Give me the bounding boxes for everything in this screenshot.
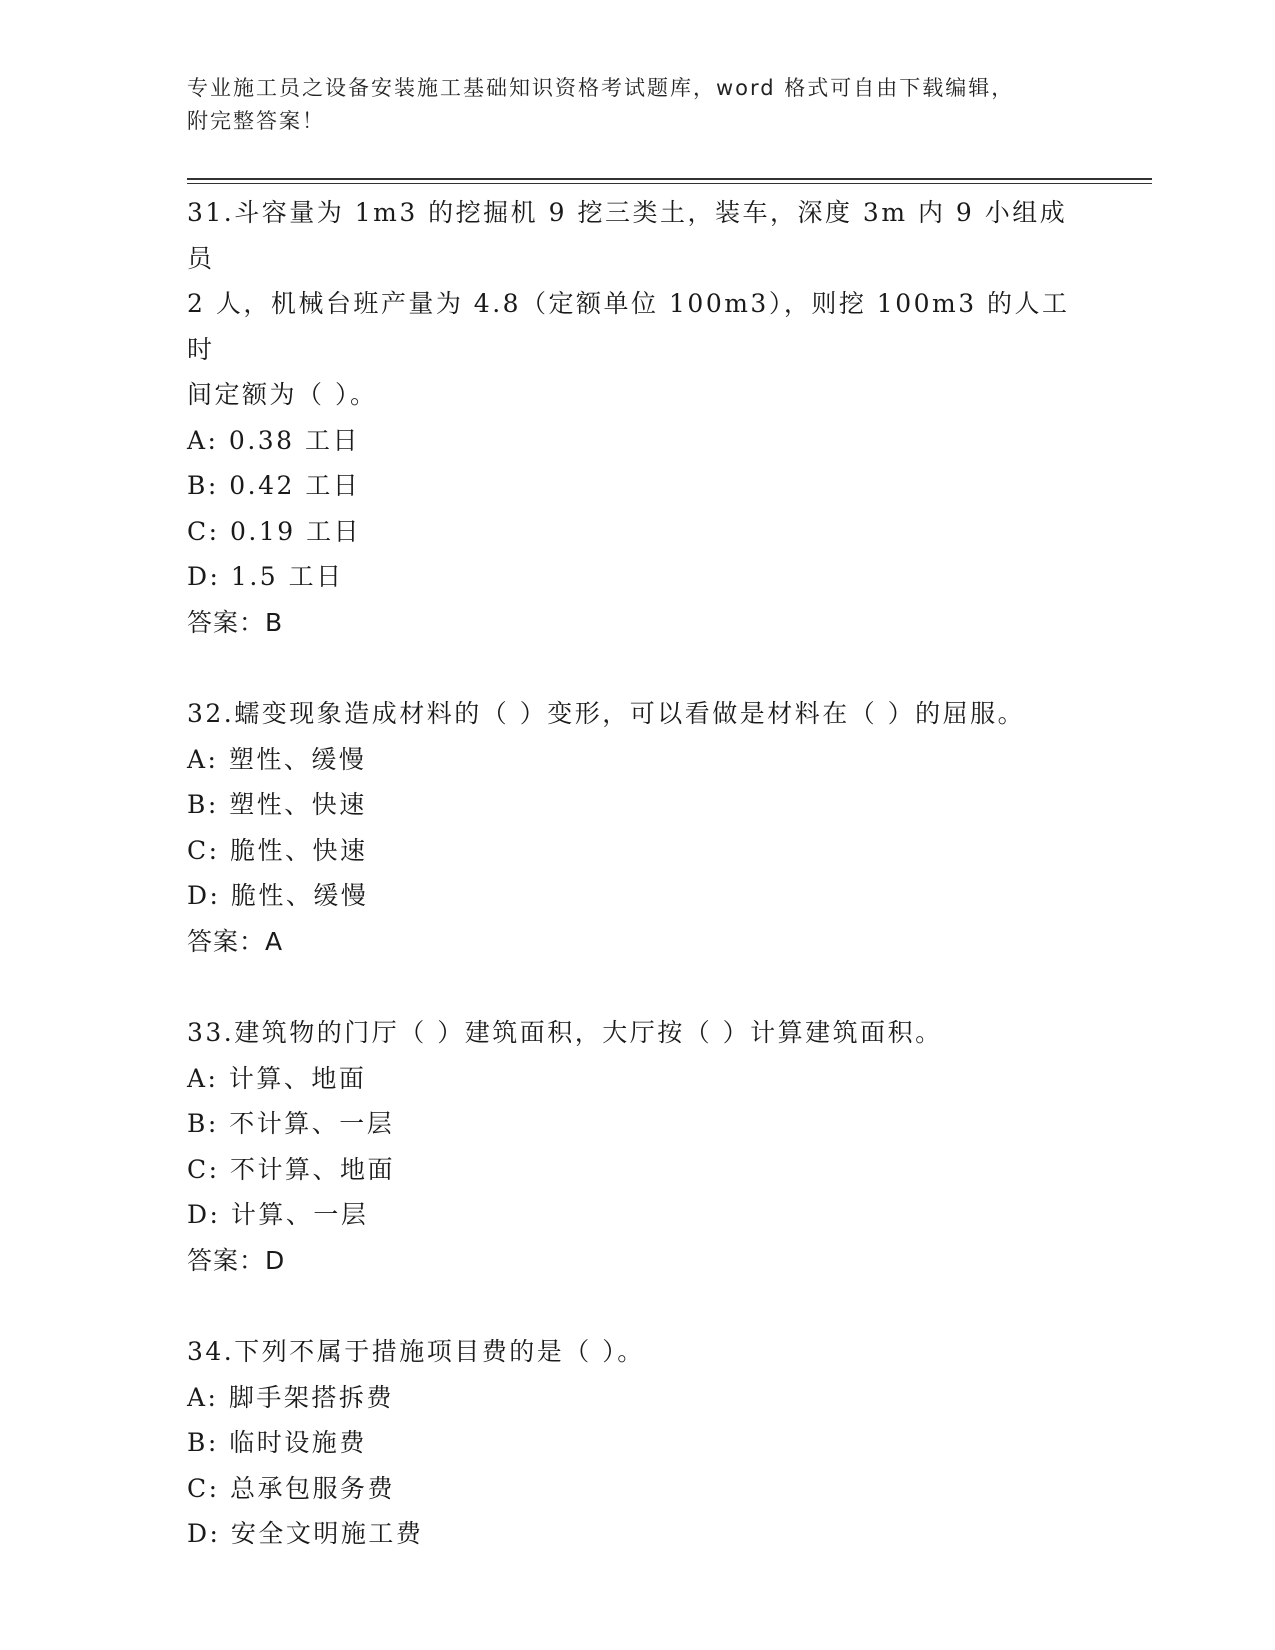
option-a: A: 计算、地面 bbox=[187, 1063, 367, 1093]
option-a: A: 脚手架搭拆费 bbox=[187, 1382, 394, 1412]
option-a: A: 塑性、缓慢 bbox=[187, 744, 367, 774]
option-d: D: 计算、一层 bbox=[187, 1200, 369, 1229]
answer-label: 答案：B bbox=[187, 607, 284, 637]
option-c: C: 总承包服务费 bbox=[187, 1473, 395, 1503]
question-stem-line: 2 人，机械台班产量为 4.8（定额单位 100m3），则挖 100m3 的人工时 bbox=[187, 289, 1070, 364]
option-c: C: 不计算、地面 bbox=[187, 1154, 395, 1184]
question-stem-line: 34.下列不属于措施项目费的是（ ）。 bbox=[187, 1337, 645, 1366]
header-divider bbox=[187, 178, 1152, 184]
question-stem-line: 32.蠕变现象造成材料的（ ）变形，可以看做是材料在（ ）的屈服。 bbox=[187, 699, 1026, 728]
question-33 bbox=[187, 1010, 1087, 1283]
answer-label: 答案：A bbox=[187, 926, 284, 956]
option-b: B: 0.42 工日 bbox=[187, 471, 361, 500]
question-32 bbox=[187, 691, 1087, 964]
option-d: D: 脆性、缓慢 bbox=[187, 881, 369, 910]
question-stem-line: 33.建筑物的门厅（ ）建筑面积，大厅按（ ）计算建筑面积。 bbox=[187, 1018, 943, 1047]
question-spacer bbox=[187, 1283, 1087, 1329]
option-c: C: 脆性、快速 bbox=[187, 835, 368, 865]
question-spacer bbox=[187, 645, 1087, 691]
question-stem-line: 间定额为（ ）。 bbox=[187, 380, 378, 409]
option-d: D: 安全文明施工费 bbox=[187, 1519, 424, 1548]
question-31 bbox=[187, 190, 1087, 645]
option-b: B: 临时设施费 bbox=[187, 1428, 367, 1457]
option-b: B: 不计算、一层 bbox=[187, 1109, 395, 1138]
question-spacer bbox=[187, 964, 1087, 1010]
header-line-2: 附完整答案！ bbox=[187, 109, 325, 133]
option-b: B: 塑性、快速 bbox=[187, 790, 367, 819]
option-c: C: 0.19 工日 bbox=[187, 516, 362, 546]
question-stem-line: 31.斗容量为 1m3 的挖掘机 9 挖三类土，装车，深度 3m 内 9 小组成员 bbox=[187, 198, 1068, 273]
answer-label: 答案：D bbox=[187, 1245, 286, 1275]
question-list bbox=[187, 190, 1087, 1557]
question-34 bbox=[187, 1329, 1087, 1557]
header-line-1: 专业施工员之设备安装施工基础知识资格考试题库，word 格式可自由下载编辑， bbox=[187, 76, 1015, 100]
option-d: D: 1.5 工日 bbox=[187, 562, 344, 591]
document-header bbox=[187, 72, 1067, 138]
option-a: A: 0.38 工日 bbox=[187, 425, 361, 455]
